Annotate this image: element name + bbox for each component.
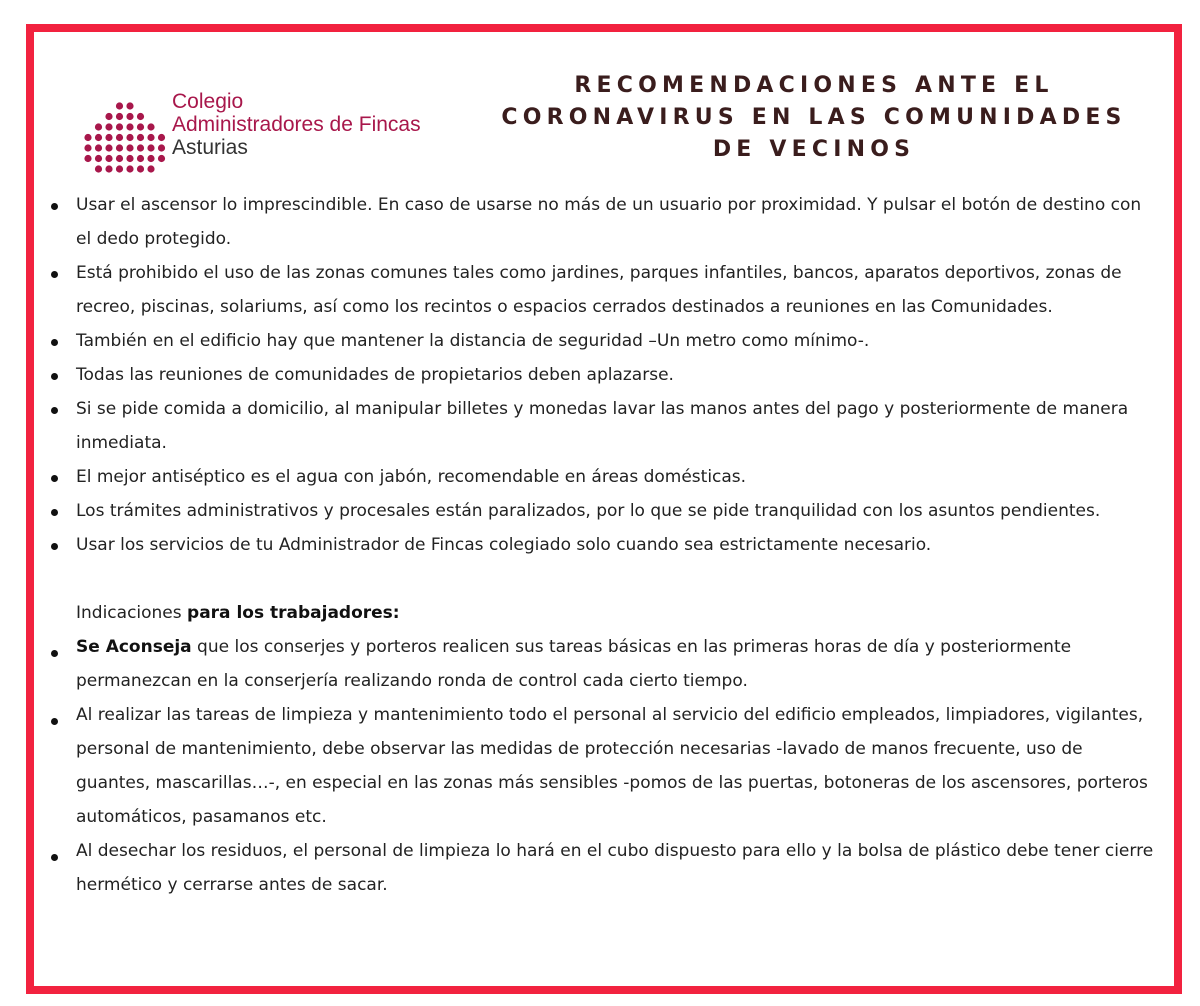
list-item-text: Usar el ascensor lo imprescindible. En caso de usarse no más de un usuario por proximidad. Y pulsar el botón de destino con el dedo protegido.	[76, 195, 1142, 249]
bullet-icon	[51, 650, 58, 657]
logo-dot	[126, 155, 133, 162]
logo-dot	[116, 113, 123, 120]
bullet-icon	[51, 854, 58, 861]
logo-dot	[158, 144, 165, 151]
list-item-text: También en el edificio hay que mantener la distancia de seguridad –Un metro como mínimo-.	[76, 331, 870, 351]
logo-dot	[116, 144, 123, 151]
logo-dot	[137, 165, 144, 172]
logo-dot	[105, 144, 112, 151]
logo-dot	[126, 102, 133, 109]
logo-dot	[116, 102, 123, 109]
title-line-3: DE VECINOS	[712, 137, 916, 162]
list-item-text: que los conserjes y porteros realicen sus tareas básicas en las primeras horas de día y posteriormente permanezcan en la conserjería realizando ronda de control cada cierto tiempo.	[76, 637, 1072, 691]
logo-line-1: Colegio	[172, 90, 244, 113]
list-item-text: Está prohibido el uso de las zonas comunes tales como jardines, parques infantiles, bancos, aparatos deportivos, zonas de recreo, piscinas, solariums, así como los recintos o espacios cerrados destinados a reuniones en las Comunidades.	[76, 263, 1122, 317]
list-item-text: Usar los servicios de tu Administrador de Fincas colegiado solo cuando sea estrictamente necesario.	[76, 535, 932, 555]
logo-dot	[105, 134, 112, 141]
list-item	[34, 834, 1154, 902]
content	[34, 188, 1154, 902]
logo-dot	[126, 165, 133, 172]
logo-dot	[105, 165, 112, 172]
title-line-2: CORONAVIRUS EN LAS COMUNIDADES	[501, 105, 1127, 130]
list-item	[34, 324, 1154, 358]
logo-dot	[84, 144, 91, 151]
list-item	[34, 188, 1154, 256]
logo-dot	[95, 134, 102, 141]
list-item-text: Al desechar los residuos, el personal de limpieza lo hará en el cubo dispuesto para ello y la bolsa de plástico debe tener cierre hermético y cerrarse antes de sacar.	[76, 841, 1154, 895]
logo-dot	[95, 123, 102, 130]
list-item-text: Todas las reuniones de comunidades de propietarios deben aplazarse.	[76, 365, 674, 385]
logo-dot	[126, 144, 133, 151]
logo-dot	[84, 134, 91, 141]
bullet-icon	[51, 543, 58, 550]
logo-dot	[158, 134, 165, 141]
logo-dot	[137, 155, 144, 162]
logo-dot	[147, 155, 154, 162]
logo-dots-icon	[82, 82, 166, 182]
poster-frame	[26, 24, 1182, 994]
page-title	[484, 70, 1144, 166]
list-item	[34, 256, 1154, 324]
logo-dot	[105, 155, 112, 162]
logo-dot	[126, 113, 133, 120]
workers-heading	[34, 596, 1154, 630]
bullet-icon	[51, 509, 58, 516]
logo-dot	[116, 134, 123, 141]
list-item-bold: Se Aconseja	[76, 637, 192, 657]
logo-dot	[116, 155, 123, 162]
list-item	[34, 494, 1154, 528]
workers-heading-bold: para los trabajadores:	[187, 603, 400, 623]
logo-dot	[158, 155, 165, 162]
list-item-text: Al realizar las tareas de limpieza y mantenimiento todo el personal al servicio del edificio empleados, limpiadores, vigilantes, personal de mantenimiento, debe observar las medidas de protección necesarias -lavado de manos frecuente, uso de guantes, mascarillas…-, en especial en las zonas más sensibles -pomos de las puertas, botoneras de los ascensores, porteros automáticos, pasamanos etc.	[76, 705, 1148, 827]
logo-dot	[147, 165, 154, 172]
logo-dot	[105, 123, 112, 130]
list-item-text: Los trámites administrativos y procesales están paralizados, por lo que se pide tranquilidad con los asuntos pendientes.	[76, 501, 1101, 521]
bullet-icon	[51, 271, 58, 278]
logo-dot	[95, 165, 102, 172]
general-recommendations-list	[34, 188, 1154, 562]
logo-dot	[147, 123, 154, 130]
list-item	[34, 460, 1154, 494]
list-item	[34, 630, 1154, 698]
workers-heading-plain: Indicaciones	[76, 603, 188, 623]
logo-dot	[95, 155, 102, 162]
logo-dot	[137, 134, 144, 141]
logo-dot	[137, 123, 144, 130]
logo-dot	[84, 155, 91, 162]
list-item	[34, 528, 1154, 562]
logo-dot	[126, 123, 133, 130]
bullet-icon	[51, 407, 58, 414]
logo-dot	[147, 144, 154, 151]
logo-dot	[116, 123, 123, 130]
bullet-icon	[51, 373, 58, 380]
logo-line-2: Administradores de Fincas	[172, 113, 421, 136]
list-item-text: El mejor antiséptico es el agua con jabón, recomendable en áreas domésticas.	[76, 467, 747, 487]
bullet-icon	[51, 475, 58, 482]
logo-dot	[116, 165, 123, 172]
logo-text	[172, 90, 421, 159]
logo-dot	[147, 134, 154, 141]
bullet-icon	[51, 339, 58, 346]
list-item	[34, 358, 1154, 392]
logo-dot	[126, 134, 133, 141]
list-item	[34, 392, 1154, 460]
title-line-1: RECOMENDACIONES ANTE EL	[574, 73, 1054, 98]
logo	[82, 82, 442, 182]
logo-dot	[105, 113, 112, 120]
list-item	[34, 698, 1154, 834]
logo-dot	[95, 144, 102, 151]
workers-recommendations-list	[34, 630, 1154, 902]
logo-line-3: Asturias	[172, 136, 248, 159]
bullet-icon	[51, 203, 58, 210]
list-item-text: Si se pide comida a domicilio, al manipular billetes y monedas lavar las manos antes del pago y posteriormente de manera inmediata.	[76, 399, 1129, 453]
logo-dot	[137, 144, 144, 151]
logo-dot	[137, 113, 144, 120]
bullet-icon	[51, 718, 58, 725]
